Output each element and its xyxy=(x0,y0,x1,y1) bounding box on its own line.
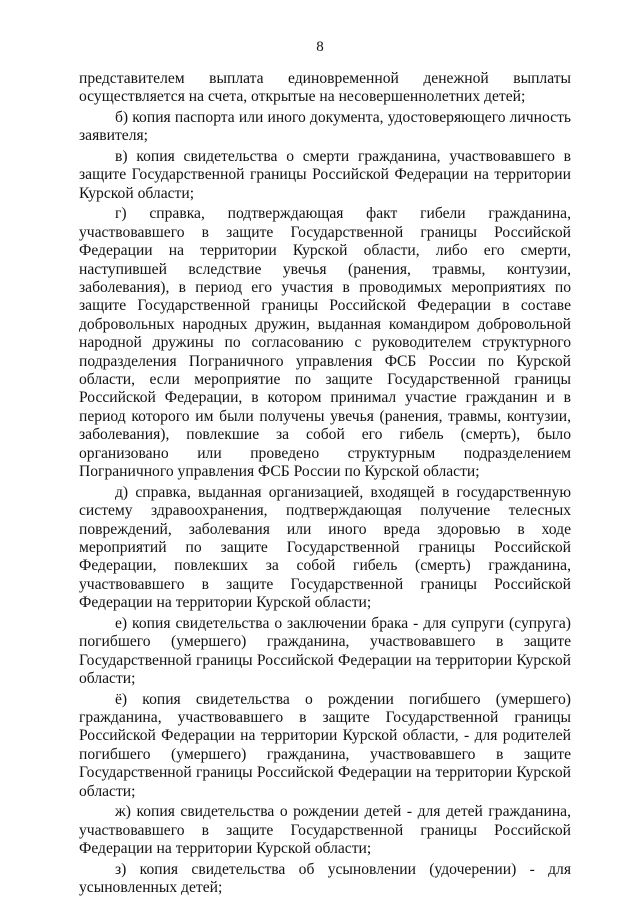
list-item-z: з) копия свидетельства об усыновлении (удочерении) - для усыновленных детей; xyxy=(79,860,571,896)
list-item-d: д) справка, выданная организацией, входящей в государственную систему здравоохранения, подтверждающая получение телесных повреждений, заболевания или иного вреда здоровью в ходе мероприятий по защите Государственной границы Российской Федерации, повлекших за собой гибель (смерть) гражданина, участвовавшего в защите Государственной границы Российской Федерации на территории Курской области; xyxy=(79,483,571,612)
paragraph-continuation: представителем выплата единовременной денежной выплаты осуществляется на счета, открытые на несовершеннолетних детей; xyxy=(79,70,571,106)
list-item-zh: ж) копия свидетельства о рождении детей - для детей гражданина, участвовавшего в защите Государственной границы Российской Федерации на территории Курской области; xyxy=(79,803,571,857)
page-number: 8 xyxy=(316,39,324,55)
list-item-e: е) копия свидетельства о заключении брака - для супруги (супруга) погибшего (умершего) гражданина, участвовавшего в защите Государственной границы Российской Федерации на территории Курской области; xyxy=(79,614,571,687)
list-item-g: г) справка, подтверждающая факт гибели гражданина, участвовавшего в защите Государственной границы Российской Федерации на территории Курской области, либо его смерти, наступившей вследствие увечья (ранения, травмы, контузии, заболевания), в период его участия в проводимых мероприятиях по защите Государственной границы Российской Федерации в составе добровольных народных дружин, выданная командиром добровольной народной дружины по согласованию с руководителем структурного подразделения Пограничного управления ФСБ России по Курской области, если мероприятие по защите Государственной границы Российской Федерации, в котором принимал участие гражданин и в период которого им были получены увечья (ранения, травмы, контузии, заболевания), повлекшие за собой его гибель (смерть), было организовано или проведено структурным подразделением Пограничного управления ФСБ России по Курской области; xyxy=(79,205,571,481)
list-item-b: б) копия паспорта или иного документа, удостоверяющего личность заявителя; xyxy=(79,109,571,145)
list-item-v: в) копия свидетельства о смерти гражданина, участвовавшего в защите Государственной границы Российской Федерации на территории Курской области; xyxy=(79,148,571,202)
list-item-yo: ё) копия свидетельства о рождении погибшего (умершего) гражданина, участвовавшего в защите Государственной границы Российской Федерации на территории Курской области, - для родителей погибшего (умершего) гражданина, участвовавшего в защите Государственной границы Российской Федерации на территории Курской области; xyxy=(79,690,571,800)
document-body xyxy=(79,70,571,900)
